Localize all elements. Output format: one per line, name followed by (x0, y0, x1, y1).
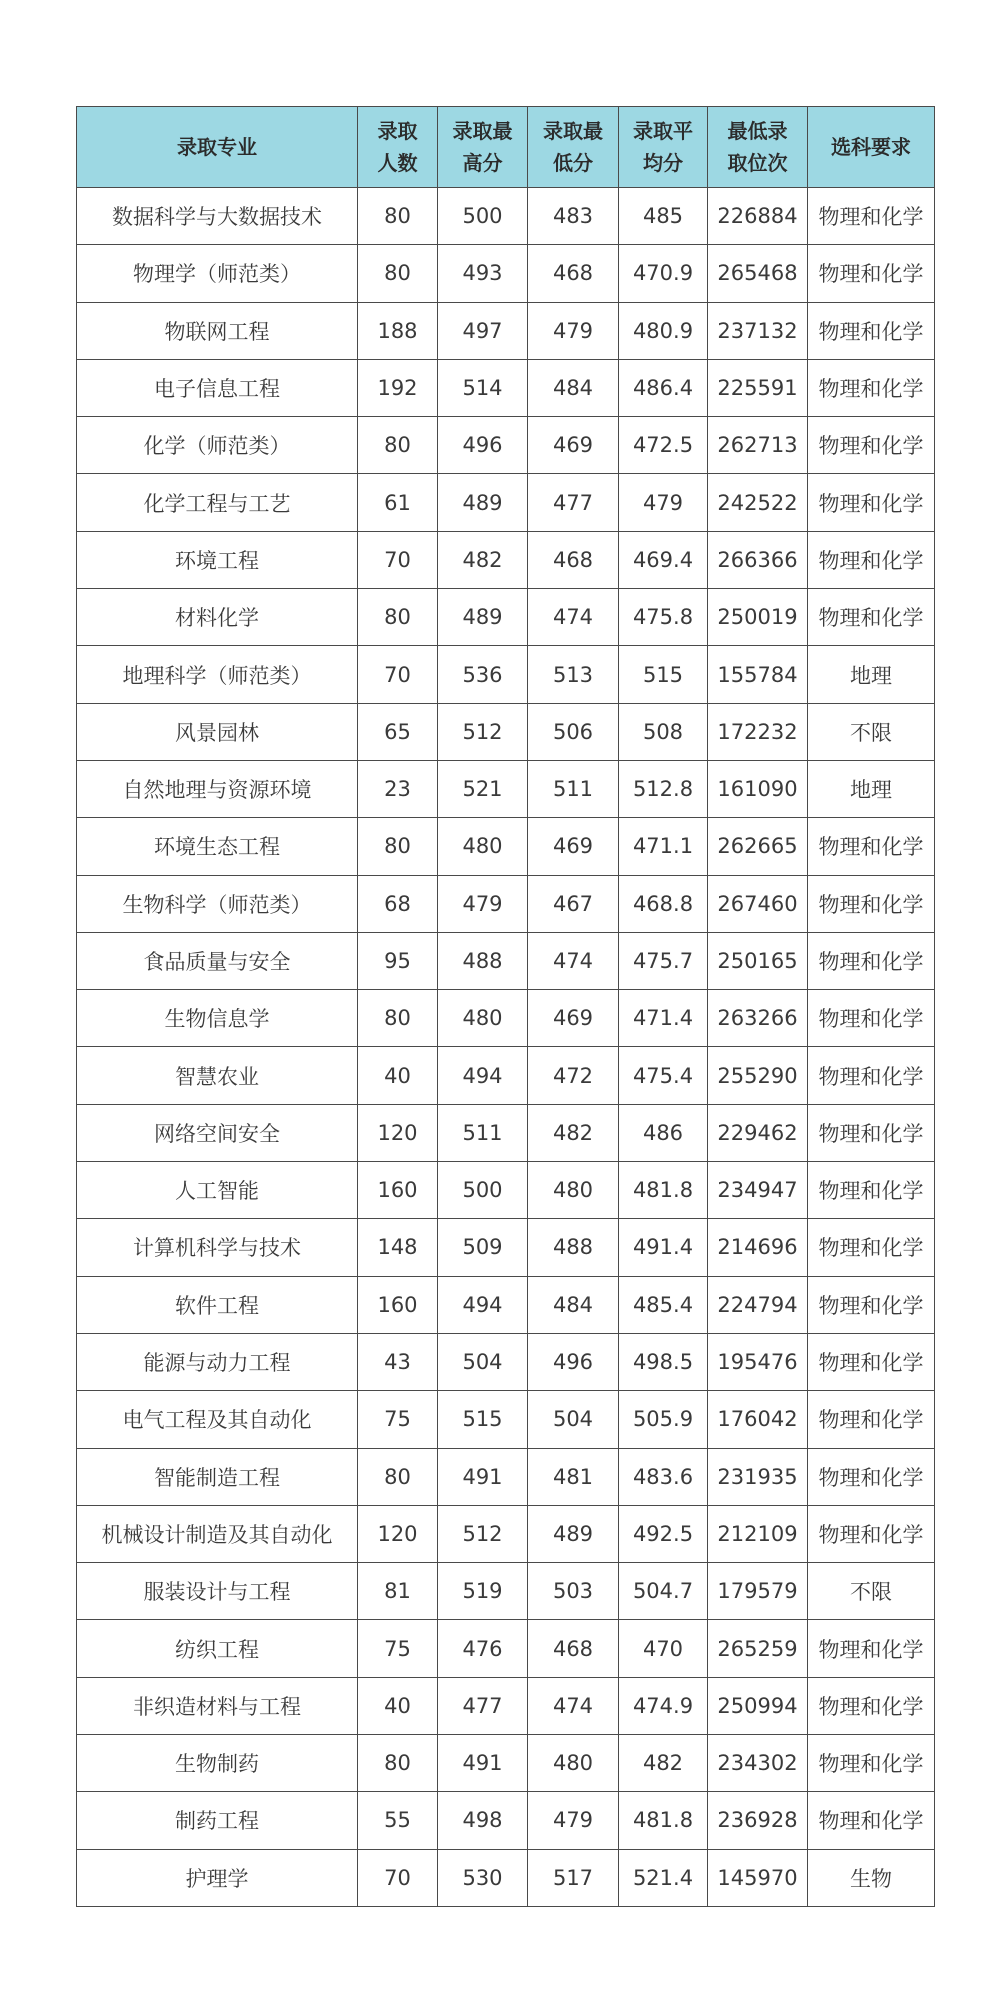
max-score-cell: 512 (438, 1505, 528, 1562)
admitted-count-cell: 80 (358, 818, 438, 875)
max-score-cell: 494 (438, 1047, 528, 1104)
header-min-score: 录取最 低分 (528, 107, 619, 188)
table-row (77, 474, 935, 531)
min-score-cell: 468 (528, 245, 619, 302)
min-rank-cell: 161090 (708, 760, 808, 817)
major-cell: 生物科学（师范类） (77, 875, 358, 932)
table-row (77, 1391, 935, 1448)
table-row (77, 1333, 935, 1390)
max-score-cell: 500 (438, 1162, 528, 1219)
table-row (77, 359, 935, 416)
admitted-count-cell: 75 (358, 1620, 438, 1677)
subject-requirement-cell: 物理和化学 (808, 359, 935, 416)
min-score-cell: 482 (528, 1104, 619, 1161)
major-cell: 自然地理与资源环境 (77, 760, 358, 817)
min-rank-cell: 265259 (708, 1620, 808, 1677)
avg-score-cell: 485 (619, 188, 708, 245)
min-rank-cell: 242522 (708, 474, 808, 531)
table-row (77, 990, 935, 1047)
major-cell: 地理科学（师范类） (77, 646, 358, 703)
avg-score-cell: 470.9 (619, 245, 708, 302)
min-score-cell: 477 (528, 474, 619, 531)
min-rank-cell: 265468 (708, 245, 808, 302)
max-score-cell: 497 (438, 302, 528, 359)
avg-score-cell: 483.6 (619, 1448, 708, 1505)
major-cell: 化学工程与工艺 (77, 474, 358, 531)
avg-score-cell: 515 (619, 646, 708, 703)
max-score-cell: 500 (438, 188, 528, 245)
min-rank-cell: 255290 (708, 1047, 808, 1104)
min-rank-cell: 262713 (708, 417, 808, 474)
subject-requirement-cell: 物理和化学 (808, 1047, 935, 1104)
table-row (77, 875, 935, 932)
table-row (77, 1162, 935, 1219)
major-cell: 非织造材料与工程 (77, 1677, 358, 1734)
min-rank-cell: 263266 (708, 990, 808, 1047)
admitted-count-cell: 80 (358, 417, 438, 474)
table-body (77, 188, 935, 1907)
subject-requirement-cell: 物理和化学 (808, 1104, 935, 1161)
avg-score-cell: 482 (619, 1735, 708, 1792)
min-rank-cell: 250019 (708, 589, 808, 646)
avg-score-cell: 474.9 (619, 1677, 708, 1734)
subject-requirement-cell: 物理和化学 (808, 1219, 935, 1276)
min-score-cell: 504 (528, 1391, 619, 1448)
min-score-cell: 481 (528, 1448, 619, 1505)
table-row (77, 1677, 935, 1734)
avg-score-cell: 485.4 (619, 1276, 708, 1333)
min-score-cell: 513 (528, 646, 619, 703)
admitted-count-cell: 65 (358, 703, 438, 760)
admitted-count-cell: 68 (358, 875, 438, 932)
header-max-score: 录取最 高分 (438, 107, 528, 188)
min-rank-cell: 250994 (708, 1677, 808, 1734)
header-admitted-count: 录取 人数 (358, 107, 438, 188)
major-cell: 物联网工程 (77, 302, 358, 359)
table-header-row (77, 107, 935, 188)
subject-requirement-cell: 物理和化学 (808, 932, 935, 989)
max-score-cell: 519 (438, 1563, 528, 1620)
min-rank-cell: 155784 (708, 646, 808, 703)
min-rank-cell: 145970 (708, 1849, 808, 1906)
min-score-cell: 479 (528, 302, 619, 359)
max-score-cell: 536 (438, 646, 528, 703)
table-row (77, 1219, 935, 1276)
subject-requirement-cell: 物理和化学 (808, 302, 935, 359)
admitted-count-cell: 61 (358, 474, 438, 531)
avg-score-cell: 475.8 (619, 589, 708, 646)
table-row (77, 417, 935, 474)
avg-score-cell: 504.7 (619, 1563, 708, 1620)
min-rank-cell: 212109 (708, 1505, 808, 1562)
admitted-count-cell: 120 (358, 1505, 438, 1562)
subject-requirement-cell: 物理和化学 (808, 818, 935, 875)
max-score-cell: 515 (438, 1391, 528, 1448)
major-cell: 智慧农业 (77, 1047, 358, 1104)
admitted-count-cell: 55 (358, 1792, 438, 1849)
max-score-cell: 521 (438, 760, 528, 817)
max-score-cell: 479 (438, 875, 528, 932)
admitted-count-cell: 80 (358, 589, 438, 646)
avg-score-cell: 472.5 (619, 417, 708, 474)
max-score-cell: 489 (438, 589, 528, 646)
max-score-cell: 491 (438, 1735, 528, 1792)
avg-score-cell: 470 (619, 1620, 708, 1677)
admitted-count-cell: 80 (358, 1735, 438, 1792)
admitted-count-cell: 160 (358, 1162, 438, 1219)
subject-requirement-cell: 地理 (808, 760, 935, 817)
avg-score-cell: 481.8 (619, 1792, 708, 1849)
min-score-cell: 479 (528, 1792, 619, 1849)
admitted-count-cell: 70 (358, 531, 438, 588)
min-score-cell: 467 (528, 875, 619, 932)
max-score-cell: 494 (438, 1276, 528, 1333)
min-rank-cell: 234947 (708, 1162, 808, 1219)
table-row (77, 818, 935, 875)
avg-score-cell: 491.4 (619, 1219, 708, 1276)
major-cell: 电气工程及其自动化 (77, 1391, 358, 1448)
avg-score-cell: 498.5 (619, 1333, 708, 1390)
table-row (77, 1563, 935, 1620)
table-row (77, 1047, 935, 1104)
min-rank-cell: 267460 (708, 875, 808, 932)
admitted-count-cell: 43 (358, 1333, 438, 1390)
min-rank-cell: 229462 (708, 1104, 808, 1161)
min-rank-cell: 237132 (708, 302, 808, 359)
subject-requirement-cell: 物理和化学 (808, 589, 935, 646)
min-score-cell: 496 (528, 1333, 619, 1390)
min-rank-cell: 234302 (708, 1735, 808, 1792)
avg-score-cell: 468.8 (619, 875, 708, 932)
avg-score-cell: 512.8 (619, 760, 708, 817)
major-cell: 护理学 (77, 1849, 358, 1906)
table-row (77, 531, 935, 588)
max-score-cell: 488 (438, 932, 528, 989)
min-rank-cell: 176042 (708, 1391, 808, 1448)
major-cell: 环境生态工程 (77, 818, 358, 875)
min-rank-cell: 236928 (708, 1792, 808, 1849)
admission-scores-table (76, 106, 935, 1907)
min-score-cell: 511 (528, 760, 619, 817)
subject-requirement-cell: 物理和化学 (808, 1391, 935, 1448)
avg-score-cell: 481.8 (619, 1162, 708, 1219)
admitted-count-cell: 70 (358, 1849, 438, 1906)
min-score-cell: 483 (528, 188, 619, 245)
min-score-cell: 517 (528, 1849, 619, 1906)
min-score-cell: 484 (528, 1276, 619, 1333)
avg-score-cell: 469.4 (619, 531, 708, 588)
min-score-cell: 484 (528, 359, 619, 416)
subject-requirement-cell: 物理和化学 (808, 1735, 935, 1792)
major-cell: 环境工程 (77, 531, 358, 588)
table-row (77, 1792, 935, 1849)
admission-table-container (76, 106, 934, 1907)
min-rank-cell: 225591 (708, 359, 808, 416)
major-cell: 生物制药 (77, 1735, 358, 1792)
min-score-cell: 469 (528, 417, 619, 474)
subject-requirement-cell: 物理和化学 (808, 990, 935, 1047)
admitted-count-cell: 160 (358, 1276, 438, 1333)
major-cell: 材料化学 (77, 589, 358, 646)
table-row (77, 646, 935, 703)
avg-score-cell: 521.4 (619, 1849, 708, 1906)
subject-requirement-cell: 物理和化学 (808, 875, 935, 932)
subject-requirement-cell: 物理和化学 (808, 474, 935, 531)
admitted-count-cell: 80 (358, 245, 438, 302)
major-cell: 网络空间安全 (77, 1104, 358, 1161)
table-row (77, 1104, 935, 1161)
table-row (77, 1620, 935, 1677)
avg-score-cell: 492.5 (619, 1505, 708, 1562)
major-cell: 服装设计与工程 (77, 1563, 358, 1620)
subject-requirement-cell: 物理和化学 (808, 1792, 935, 1849)
subject-requirement-cell: 物理和化学 (808, 1448, 935, 1505)
admitted-count-cell: 23 (358, 760, 438, 817)
table-row (77, 1448, 935, 1505)
admitted-count-cell: 80 (358, 990, 438, 1047)
admitted-count-cell: 95 (358, 932, 438, 989)
admitted-count-cell: 70 (358, 646, 438, 703)
min-rank-cell: 266366 (708, 531, 808, 588)
max-score-cell: 511 (438, 1104, 528, 1161)
subject-requirement-cell: 生物 (808, 1849, 935, 1906)
min-rank-cell: 250165 (708, 932, 808, 989)
min-score-cell: 474 (528, 1677, 619, 1734)
major-cell: 纺织工程 (77, 1620, 358, 1677)
min-score-cell: 489 (528, 1505, 619, 1562)
min-score-cell: 480 (528, 1735, 619, 1792)
min-rank-cell: 262665 (708, 818, 808, 875)
min-rank-cell: 172232 (708, 703, 808, 760)
admitted-count-cell: 81 (358, 1563, 438, 1620)
major-cell: 制药工程 (77, 1792, 358, 1849)
max-score-cell: 512 (438, 703, 528, 760)
table-row (77, 1735, 935, 1792)
min-score-cell: 474 (528, 589, 619, 646)
max-score-cell: 482 (438, 531, 528, 588)
avg-score-cell: 505.9 (619, 1391, 708, 1448)
min-score-cell: 469 (528, 990, 619, 1047)
admitted-count-cell: 75 (358, 1391, 438, 1448)
admitted-count-cell: 192 (358, 359, 438, 416)
max-score-cell: 477 (438, 1677, 528, 1734)
min-rank-cell: 231935 (708, 1448, 808, 1505)
subject-requirement-cell: 物理和化学 (808, 531, 935, 588)
min-score-cell: 472 (528, 1047, 619, 1104)
table-row (77, 760, 935, 817)
min-score-cell: 474 (528, 932, 619, 989)
avg-score-cell: 475.7 (619, 932, 708, 989)
admitted-count-cell: 188 (358, 302, 438, 359)
max-score-cell: 509 (438, 1219, 528, 1276)
avg-score-cell: 471.1 (619, 818, 708, 875)
avg-score-cell: 475.4 (619, 1047, 708, 1104)
max-score-cell: 496 (438, 417, 528, 474)
table-row (77, 1276, 935, 1333)
max-score-cell: 476 (438, 1620, 528, 1677)
min-score-cell: 503 (528, 1563, 619, 1620)
max-score-cell: 498 (438, 1792, 528, 1849)
avg-score-cell: 486.4 (619, 359, 708, 416)
admitted-count-cell: 120 (358, 1104, 438, 1161)
max-score-cell: 491 (438, 1448, 528, 1505)
subject-requirement-cell: 地理 (808, 646, 935, 703)
major-cell: 软件工程 (77, 1276, 358, 1333)
subject-requirement-cell: 物理和化学 (808, 417, 935, 474)
max-score-cell: 480 (438, 990, 528, 1047)
avg-score-cell: 479 (619, 474, 708, 531)
major-cell: 能源与动力工程 (77, 1333, 358, 1390)
avg-score-cell: 471.4 (619, 990, 708, 1047)
major-cell: 物理学（师范类） (77, 245, 358, 302)
min-score-cell: 480 (528, 1162, 619, 1219)
table-row (77, 188, 935, 245)
avg-score-cell: 508 (619, 703, 708, 760)
avg-score-cell: 486 (619, 1104, 708, 1161)
min-rank-cell: 179579 (708, 1563, 808, 1620)
max-score-cell: 480 (438, 818, 528, 875)
avg-score-cell: 480.9 (619, 302, 708, 359)
min-rank-cell: 224794 (708, 1276, 808, 1333)
table-row (77, 589, 935, 646)
subject-requirement-cell: 不限 (808, 1563, 935, 1620)
subject-requirement-cell: 物理和化学 (808, 188, 935, 245)
table-row (77, 245, 935, 302)
min-score-cell: 506 (528, 703, 619, 760)
table-row (77, 703, 935, 760)
major-cell: 机械设计制造及其自动化 (77, 1505, 358, 1562)
admitted-count-cell: 40 (358, 1677, 438, 1734)
min-rank-cell: 195476 (708, 1333, 808, 1390)
subject-requirement-cell: 不限 (808, 703, 935, 760)
subject-requirement-cell: 物理和化学 (808, 1333, 935, 1390)
min-score-cell: 468 (528, 531, 619, 588)
major-cell: 化学（师范类） (77, 417, 358, 474)
max-score-cell: 504 (438, 1333, 528, 1390)
max-score-cell: 514 (438, 359, 528, 416)
admitted-count-cell: 80 (358, 188, 438, 245)
subject-requirement-cell: 物理和化学 (808, 1620, 935, 1677)
min-score-cell: 469 (528, 818, 619, 875)
max-score-cell: 493 (438, 245, 528, 302)
max-score-cell: 530 (438, 1849, 528, 1906)
subject-requirement-cell: 物理和化学 (808, 1677, 935, 1734)
table-row (77, 1505, 935, 1562)
major-cell: 智能制造工程 (77, 1448, 358, 1505)
min-rank-cell: 226884 (708, 188, 808, 245)
admitted-count-cell: 148 (358, 1219, 438, 1276)
subject-requirement-cell: 物理和化学 (808, 245, 935, 302)
subject-requirement-cell: 物理和化学 (808, 1276, 935, 1333)
header-min-rank: 最低录 取位次 (708, 107, 808, 188)
min-score-cell: 488 (528, 1219, 619, 1276)
table-row (77, 932, 935, 989)
min-score-cell: 468 (528, 1620, 619, 1677)
table-row (77, 302, 935, 359)
major-cell: 计算机科学与技术 (77, 1219, 358, 1276)
subject-requirement-cell: 物理和化学 (808, 1505, 935, 1562)
admitted-count-cell: 80 (358, 1448, 438, 1505)
major-cell: 数据科学与大数据技术 (77, 188, 358, 245)
max-score-cell: 489 (438, 474, 528, 531)
min-rank-cell: 214696 (708, 1219, 808, 1276)
major-cell: 电子信息工程 (77, 359, 358, 416)
major-cell: 人工智能 (77, 1162, 358, 1219)
header-avg-score: 录取平 均分 (619, 107, 708, 188)
subject-requirement-cell: 物理和化学 (808, 1162, 935, 1219)
header-major: 录取专业 (77, 107, 358, 188)
header-subject-requirement: 选科要求 (808, 107, 935, 188)
table-row (77, 1849, 935, 1906)
admitted-count-cell: 40 (358, 1047, 438, 1104)
major-cell: 风景园林 (77, 703, 358, 760)
major-cell: 食品质量与安全 (77, 932, 358, 989)
major-cell: 生物信息学 (77, 990, 358, 1047)
